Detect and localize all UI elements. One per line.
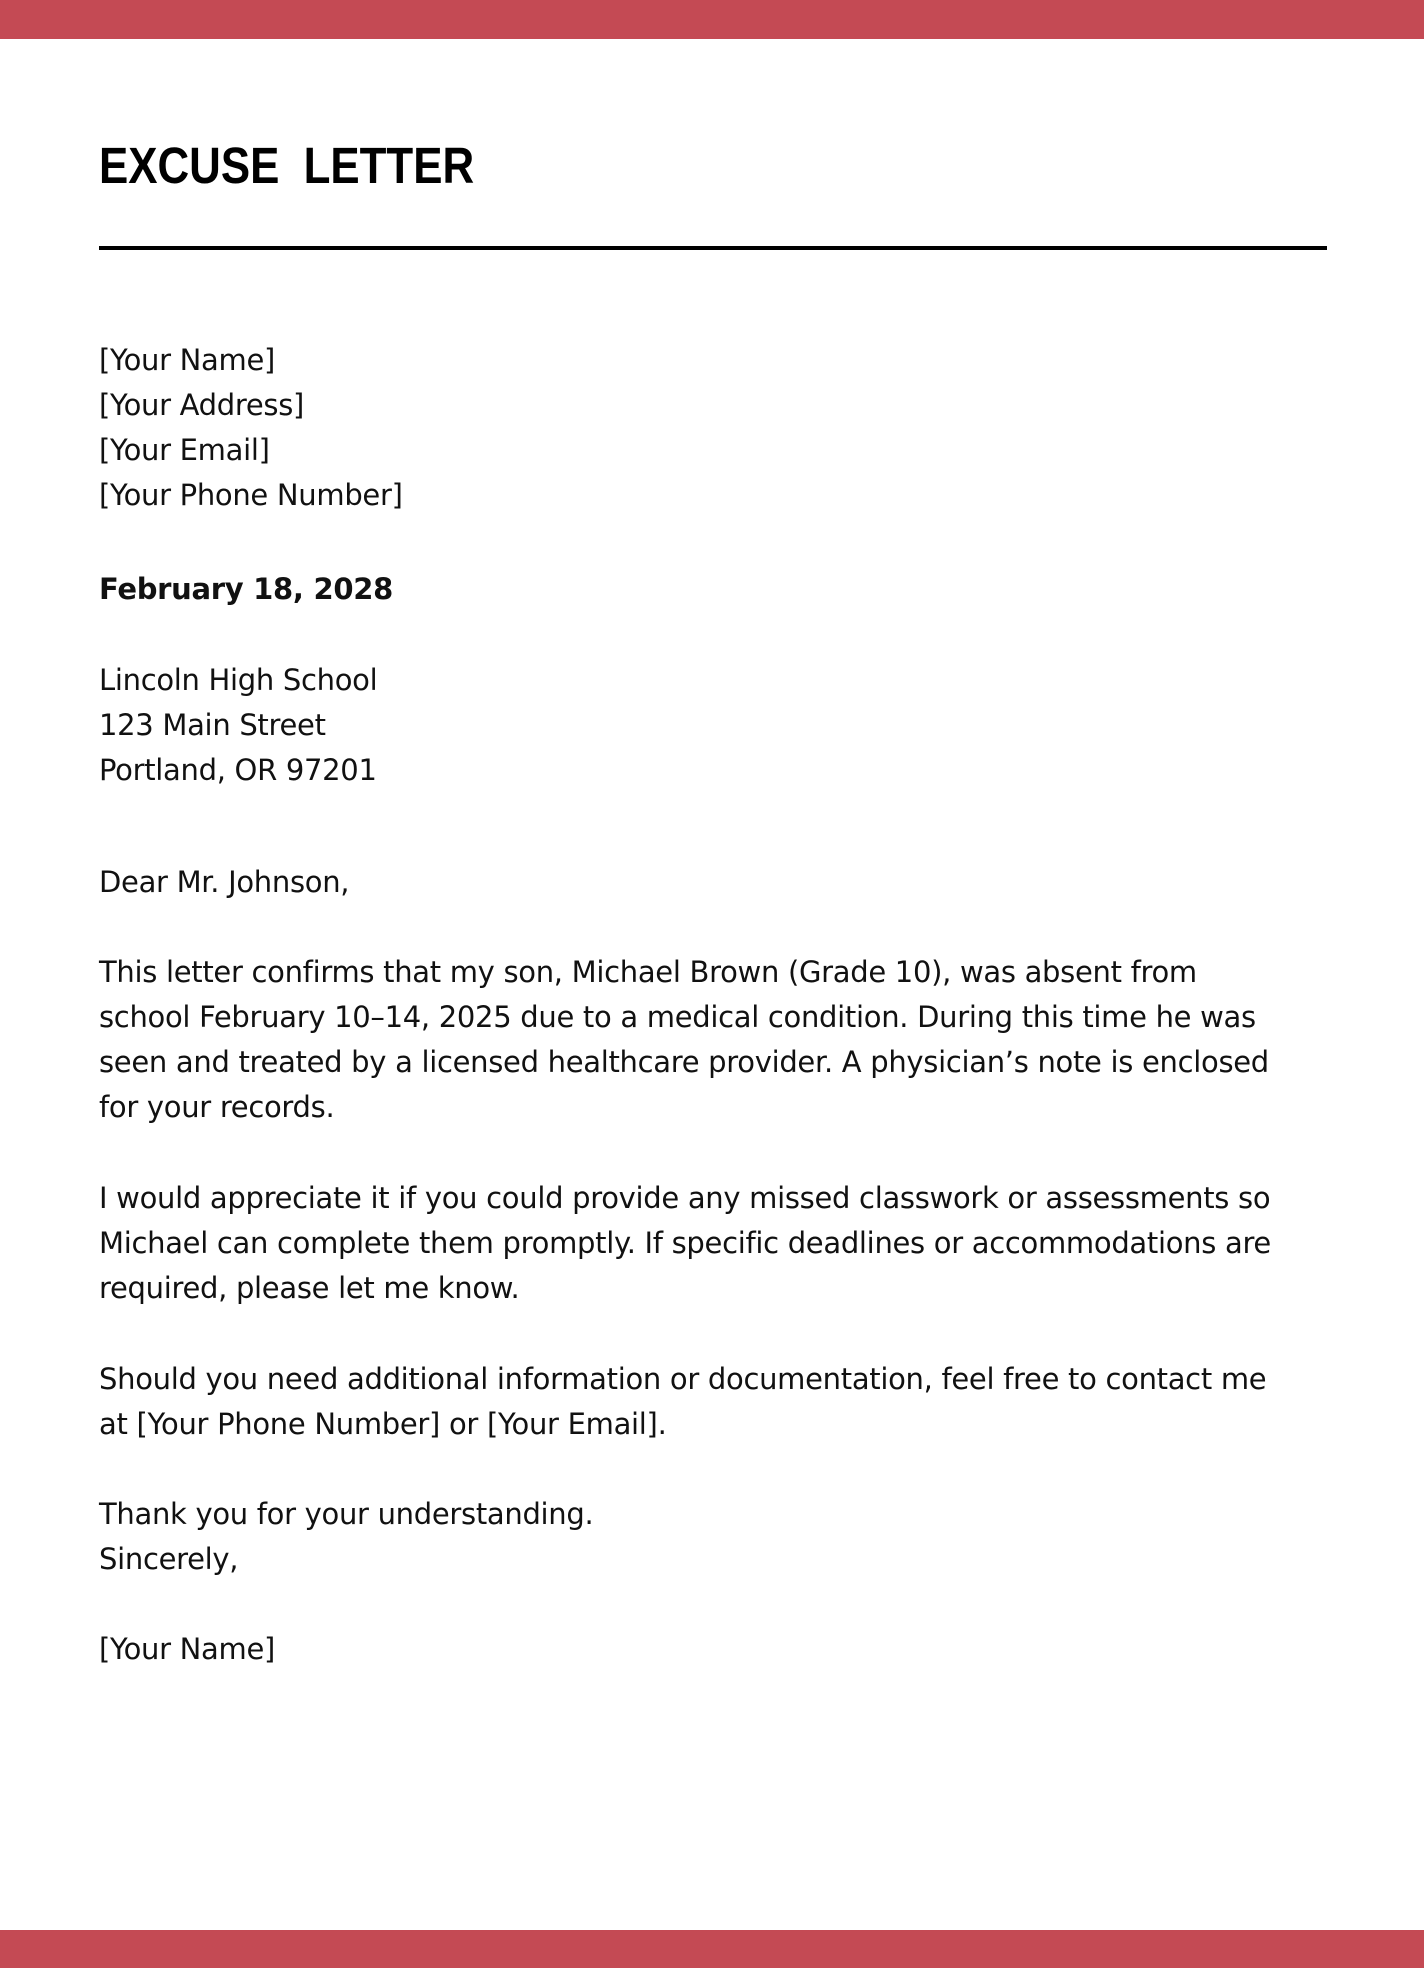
sender-email: [Your Email] xyxy=(99,433,270,467)
body-paragraph-1 xyxy=(99,950,1339,1130)
salutation: Dear Mr. Johnson, xyxy=(99,865,350,899)
paragraph-line: Michael can complete them promptly. If specific deadlines or accommodations are xyxy=(99,1226,1271,1260)
closing-block xyxy=(99,1492,593,1582)
recipient-school: Lincoln High School xyxy=(99,663,378,697)
title-divider xyxy=(99,246,1327,250)
sender-name: [Your Name] xyxy=(99,343,276,377)
recipient-city: Portland, OR 97201 xyxy=(99,753,377,787)
body-paragraph-2 xyxy=(99,1176,1339,1311)
paragraph-line: for your records. xyxy=(99,1090,335,1124)
body-paragraph-3 xyxy=(99,1357,1339,1447)
paragraph-line: Should you need additional information or documentation, feel free to contact me xyxy=(99,1362,1267,1396)
recipient-block xyxy=(99,658,377,793)
closing-sincerely: Sincerely, xyxy=(99,1542,239,1576)
letter-date: February 18, 2028 xyxy=(99,572,393,606)
top-accent-bar xyxy=(0,0,1424,39)
closing-thanks: Thank you for your understanding. xyxy=(99,1497,594,1531)
bottom-accent-bar xyxy=(0,1930,1424,1968)
document-title: EXCUSE LETTER xyxy=(99,137,475,194)
sender-phone: [Your Phone Number] xyxy=(99,478,403,512)
sender-address: [Your Address] xyxy=(99,388,305,422)
paragraph-line: at [Your Phone Number] or [Your Email]. xyxy=(99,1407,667,1441)
paragraph-line: This letter confirms that my son, Michael Brown (Grade 10), was absent from xyxy=(99,955,1197,989)
paragraph-line: school February 10–14, 2025 due to a medical condition. During this time he was xyxy=(99,1000,1256,1034)
signature-name: [Your Name] xyxy=(99,1632,276,1666)
paragraph-line: I would appreciate it if you could provide any missed classwork or assessments so xyxy=(99,1181,1271,1215)
sender-block xyxy=(99,338,403,518)
paragraph-line: seen and treated by a licensed healthcare provider. A physician’s note is enclosed xyxy=(99,1045,1269,1079)
recipient-street: 123 Main Street xyxy=(99,708,326,742)
paragraph-line: required, please let me know. xyxy=(99,1271,520,1305)
